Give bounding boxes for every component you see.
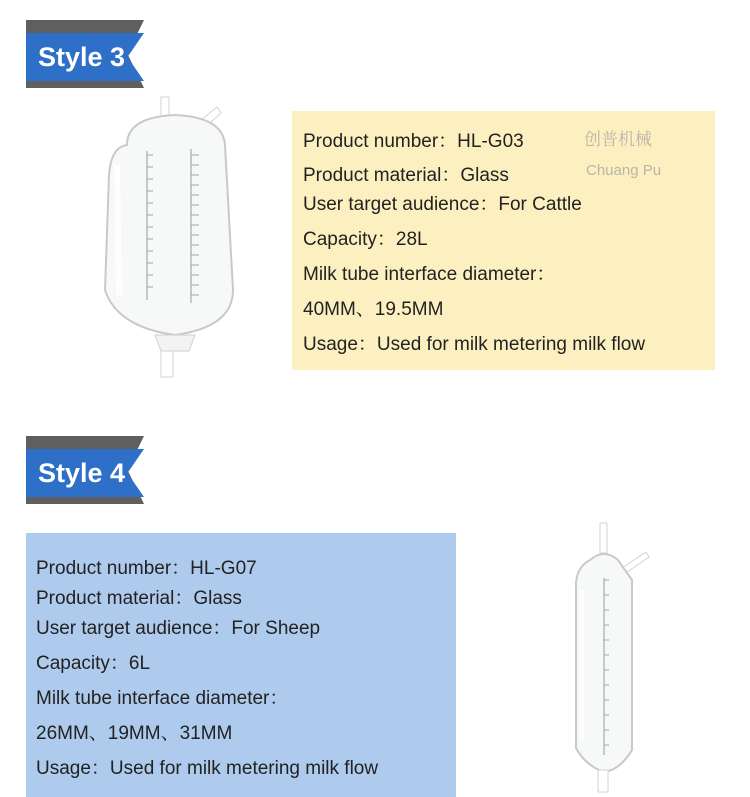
style-3-diameter-values: 40MM、19.5MM — [303, 299, 444, 320]
style-3-product-number: Product number：HL-G03 — [303, 131, 524, 152]
style-4-title: Style 4 — [38, 458, 126, 488]
style-4-diameter-label: Milk tube interface diameter： — [36, 688, 289, 709]
glass-milk-meter-6l-image — [560, 520, 660, 795]
style-3-title: Style 3 — [38, 42, 126, 72]
style-4-material: Product material：Glass — [36, 588, 242, 609]
style-3-audience: User target audience：For Cattle — [303, 194, 582, 215]
style-4-diameter-values: 26MM、19MM、31MM — [36, 723, 233, 744]
style-4-banner — [26, 436, 144, 504]
style-4-capacity: Capacity：6L — [36, 653, 151, 674]
watermark-logo-en: Chuang Pu — [586, 162, 662, 179]
style-4-usage: Usage：Used for milk metering milk flow — [36, 758, 379, 779]
style-3-banner — [26, 20, 144, 88]
style-3-spec-card — [292, 111, 715, 370]
watermark-logo-cn: 创普机械 — [584, 130, 652, 149]
style-3-diameter-label: Milk tube interface diameter： — [303, 264, 556, 285]
glass-milk-meter-28l-image — [95, 95, 255, 385]
style-4-spec-card — [26, 533, 456, 797]
style-3-material: Product material：Glass — [303, 165, 509, 186]
style-4-product-number: Product number：HL-G07 — [36, 558, 257, 579]
style-3-usage: Usage：Used for milk metering milk flow — [303, 334, 646, 355]
style-3-capacity: Capacity：28L — [303, 229, 428, 250]
style-4-audience: User target audience：For Sheep — [36, 618, 321, 639]
